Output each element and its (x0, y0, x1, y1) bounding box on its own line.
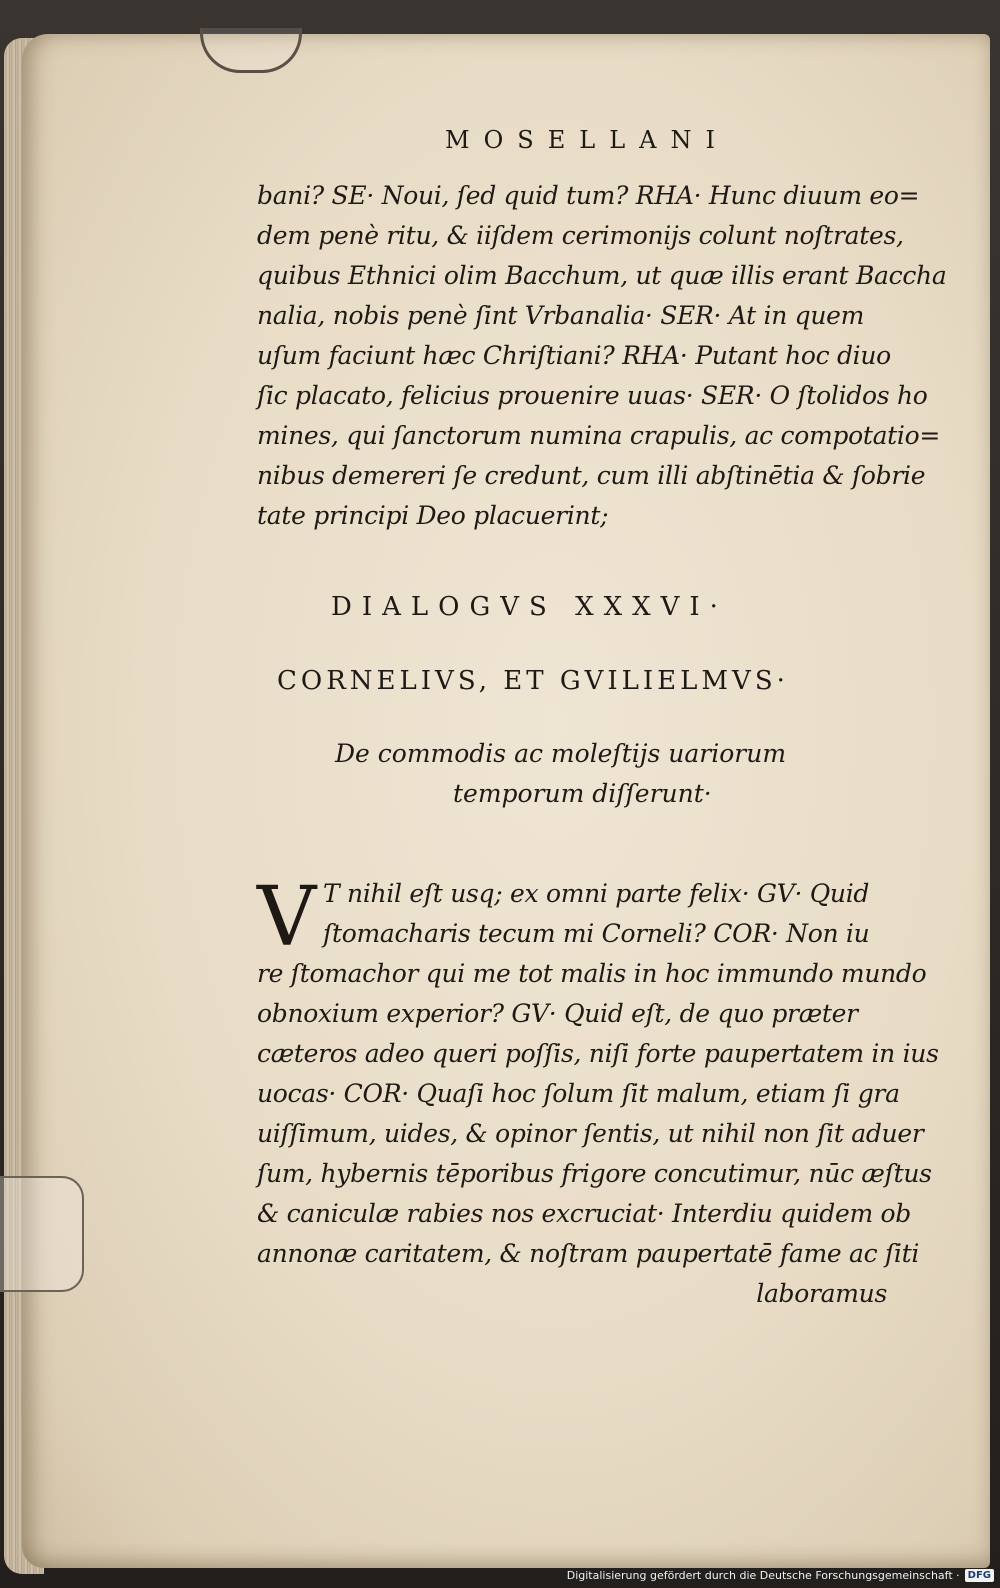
spacer (257, 814, 897, 874)
text-line: ſum, hybernis tēporibus frigore concutimur, nūc æſtus (257, 1159, 932, 1188)
drop-capital: V (257, 870, 317, 965)
text-line: tate principi Deo placuerint; (257, 501, 609, 530)
text-line: uocas· COR· Quaſi hoc ſolum ſit malum, etiam ſi gra (257, 1079, 900, 1108)
text-line: ſtomacharis tecum mi Corneli? COR· Non iu (323, 919, 870, 948)
spacer (257, 634, 897, 654)
text-line: & caniculæ rabies nos excruciat· Interdiu quidem ob (257, 1199, 912, 1228)
dialog-heading: DIALOGVS XXXVI· (331, 592, 728, 622)
page-text (257, 118, 947, 1314)
text-line: re ſtomachor qui me tot malis in hoc immundo mundo (257, 959, 927, 988)
text-line: uiſſimum, uides, & opinor ſentis, ut nihil non ſit aduer (257, 1119, 924, 1148)
text-line: nalia, nobis penè ſint Vrbanalia· SER· At in quem (257, 301, 865, 330)
text-line: dem penè ritu, & iiſdem cerimonijs colunt noſtrates, (257, 221, 904, 250)
text-line: nibus demereri ſe credunt, cum illi abſtinētia & ſobrie (257, 461, 926, 490)
text-line: T nihil eſt usq; ex omni parte felix· GV· Quid (323, 879, 870, 908)
text-line: bani? SE· Noui, ſed quid tum? RHA· Hunc diuum eo= (257, 181, 920, 210)
speakers-heading: CORNELIVS, ET GVILIELMVS· (277, 666, 789, 696)
argument-line: temporum diſſerunt· (453, 779, 712, 808)
dialog-argument (257, 734, 897, 814)
text-line: uſum faciunt hæc Chriſtiani? RHA· Putant hoc diuo (257, 341, 891, 370)
text-line: annonæ caritatem, & noſtram paupertatē fame ac ſiti (257, 1239, 920, 1268)
dialog-paragraph (257, 870, 939, 1314)
spacer (257, 708, 897, 734)
dfg-credit (567, 1566, 994, 1584)
running-head: MOSELLANI (445, 126, 729, 154)
page-tab-marker (0, 1176, 84, 1292)
text-line: obnoxium experior? GV· Quid eſt, de quo præter (257, 999, 858, 1028)
spacer (257, 536, 897, 580)
credit-text: Digitalisierung gefördert durch die Deutsche Forschungsgemeinschaft · (566, 1568, 960, 1582)
text-line: mines, qui ſanctorum numina crapulis, ac compotatio= (257, 421, 941, 450)
argument-line: De commodis ac moleſtijs uariorum (335, 739, 787, 768)
upper-paragraph (257, 176, 947, 536)
text-line: ſic placato, felicius prouenire uuas· SER· O ſtolidos ho (257, 381, 928, 410)
text-line: cæteros adeo queri poſſis, niſi forte paupertatem in ius (257, 1039, 939, 1068)
text-line: quibus Ethnici olim Bacchum, ut quæ illis erant Baccha (257, 261, 947, 290)
dfg-logo: DFG (965, 1569, 994, 1582)
catchword: laboramus (756, 1279, 887, 1308)
